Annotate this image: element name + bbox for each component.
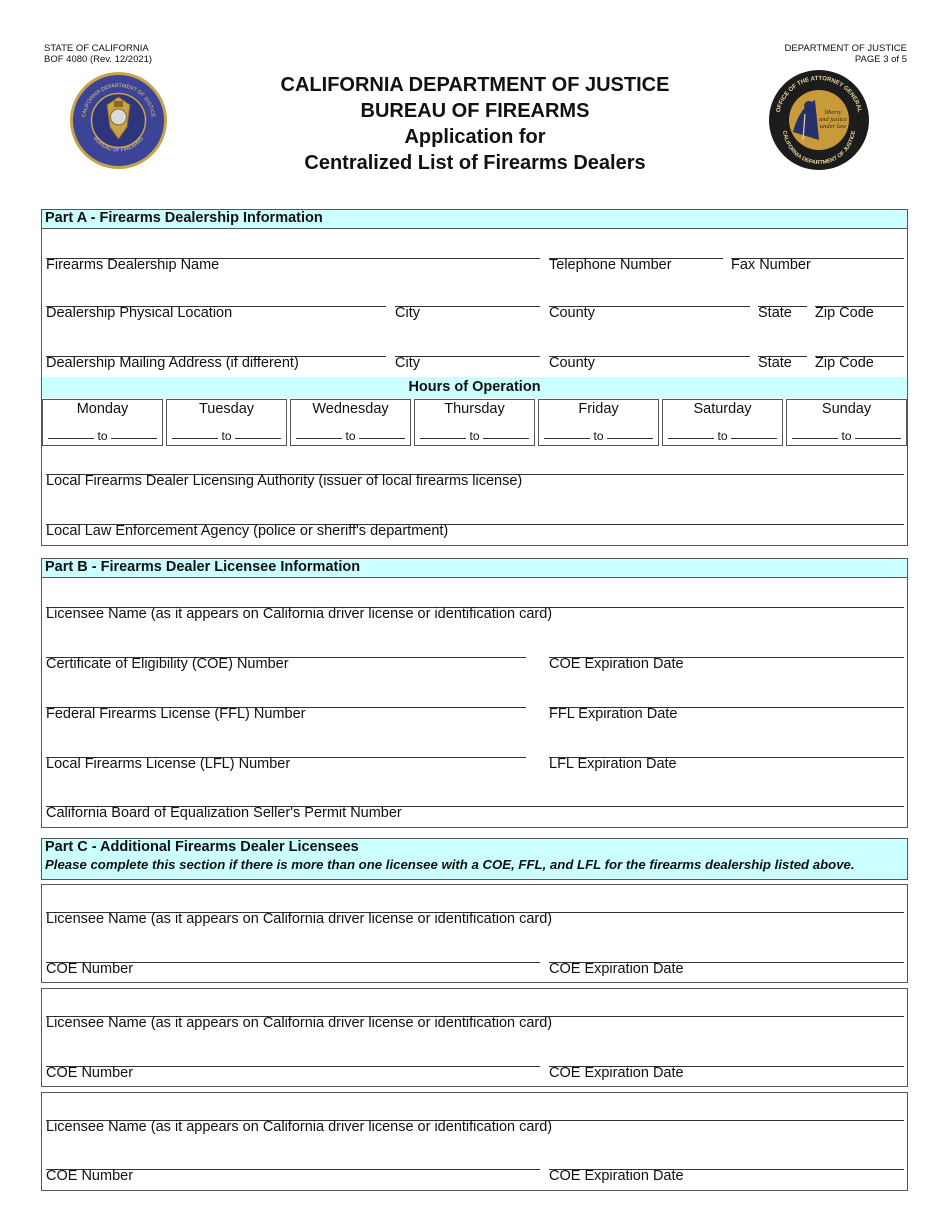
dealership-name-label: Firearms Dealership Name (46, 257, 220, 273)
thursday-open-input[interactable] (420, 436, 466, 439)
ffl-number-label: Federal Firearms License (FFL) Number (46, 706, 306, 722)
day-label: Saturday (693, 401, 752, 417)
physical-location-label: Dealership Physical Location (46, 305, 233, 321)
physical-state-label: State (758, 305, 792, 321)
part-c-heading: Part C - Additional Firearms Dealer Licensees (45, 839, 359, 855)
physical-city-label: City (395, 305, 420, 321)
title-line-4: Centralized List of Firearms Dealers (304, 152, 646, 174)
local-authority-label: Local Firearms Dealer Licensing Authority (issuer of local firearms license) (46, 473, 523, 489)
additional-licensee-block-1 (41, 884, 908, 983)
hours-heading: Hours of Operation (42, 377, 907, 398)
additional-licensee-2-name-label: Licensee Name (as it appears on California driver license or identification card) (46, 1015, 553, 1031)
day-label: Wednesday (312, 401, 389, 417)
to-label: to (345, 429, 356, 443)
mailing-city-label: City (395, 355, 420, 371)
form-id: BOF 4080 (Rev. 12/2021) (44, 54, 153, 65)
to-label: to (221, 429, 232, 443)
mailing-zip-label: Zip Code (815, 355, 874, 371)
title-line-1: CALIFORNIA DEPARTMENT OF JUSTICE (280, 74, 670, 96)
law-enforcement-label: Local Law Enforcement Agency (police or sheriff's department) (46, 523, 449, 539)
day-label: Friday (578, 401, 619, 417)
to-label: to (593, 429, 604, 443)
mailing-state-label: State (758, 355, 792, 371)
day-cell-sunday (786, 399, 907, 446)
attorney-general-seal (769, 70, 869, 170)
header-left (44, 43, 152, 65)
seal-left-text-top: CALIFORNIA DEPARTMENT OF JUSTICE (81, 82, 156, 118)
additional-licensee-1-coe-exp-label: COE Expiration Date (549, 961, 684, 977)
to-label: to (717, 429, 728, 443)
seal-left-text-bottom: BUREAU OF FIREARMS (91, 135, 146, 154)
to-label: to (97, 429, 108, 443)
additional-licensee-3-coe-exp-label: COE Expiration Date (549, 1168, 684, 1184)
wednesday-open-input[interactable] (296, 436, 342, 439)
sunday-open-input[interactable] (792, 436, 838, 439)
day-cell-thursday (414, 399, 535, 446)
saturday-close-input[interactable] (731, 436, 777, 439)
saturday-open-input[interactable] (668, 436, 714, 439)
state-label: STATE OF CALIFORNIA (44, 43, 149, 54)
monday-close-input[interactable] (111, 436, 157, 439)
fax-label: Fax Number (731, 257, 811, 273)
part-c-heading-box (41, 838, 908, 880)
tuesday-open-input[interactable] (172, 436, 218, 439)
day-label: Monday (76, 401, 129, 417)
tuesday-close-input[interactable] (235, 436, 281, 439)
additional-licensee-block-2 (41, 988, 908, 1087)
day-label: Tuesday (198, 401, 255, 417)
thursday-close-input[interactable] (483, 436, 529, 439)
part-a-heading: Part A - Firearms Dealership Information (42, 210, 907, 229)
physical-zip-label: Zip Code (815, 305, 874, 321)
day-label: Sunday (821, 401, 872, 417)
seal-right-text-bottom: CALIFORNIA DEPARTMENT OF JUSTICE (781, 130, 857, 167)
day-cell-wednesday (290, 399, 411, 446)
lfl-expiration-label: LFL Expiration Date (549, 756, 677, 772)
title-line-3: Application for (404, 126, 546, 148)
day-cell-monday (42, 399, 163, 446)
mailing-address-label: Dealership Mailing Address (if different) (46, 355, 299, 371)
day-cell-tuesday (166, 399, 287, 446)
licensee-name-label: Licensee Name (as it appears on California driver license or identification card) (46, 606, 553, 622)
wednesday-close-input[interactable] (359, 436, 405, 439)
day-cell-friday (538, 399, 659, 446)
coe-number-label: Certificate of Eligibility (COE) Number (46, 656, 289, 672)
to-label: to (469, 429, 480, 443)
part-c-instruction: Please complete this section if there is more than one licensee with a COE, FFL, and LFL for the firearms dealership listed above. (45, 857, 855, 872)
svg-text:and justice: and justice (818, 116, 848, 123)
lfl-number-label: Local Firearms License (LFL) Number (46, 756, 291, 772)
day-cell-saturday (662, 399, 783, 446)
additional-licensee-2-coe-exp-label: COE Expiration Date (549, 1065, 684, 1081)
additional-licensee-block-3 (41, 1092, 908, 1191)
seller-permit-label: California Board of Equalization Seller's Permit Number (46, 805, 402, 821)
svg-text:under law: under law (819, 123, 847, 130)
friday-open-input[interactable] (544, 436, 590, 439)
additional-licensee-2-coe-label: COE Number (46, 1065, 134, 1081)
additional-licensee-3-coe-label: COE Number (46, 1168, 134, 1184)
additional-licensee-3-name-label: Licensee Name (as it appears on California driver license or identification card) (46, 1119, 553, 1135)
telephone-label: Telephone Number (549, 257, 672, 273)
physical-county-label: County (549, 305, 595, 321)
to-label: to (841, 429, 852, 443)
title-line-2: BUREAU OF FIREARMS (360, 100, 590, 122)
additional-licensee-1-coe-label: COE Number (46, 961, 134, 977)
page-number: PAGE 3 of 5 (854, 54, 907, 65)
department-label: DEPARTMENT OF JUSTICE (784, 43, 907, 54)
svg-text:liberty: liberty (824, 109, 842, 116)
friday-close-input[interactable] (607, 436, 653, 439)
mailing-county-label: County (549, 355, 595, 371)
header-right (785, 43, 907, 65)
additional-licensee-1-name-label: Licensee Name (as it appears on California driver license or identification card) (46, 911, 553, 927)
day-label: Thursday (444, 401, 505, 417)
sunday-close-input[interactable] (855, 436, 901, 439)
part-b-box (41, 558, 908, 828)
part-b-heading: Part B - Firearms Dealer Licensee Information (42, 559, 907, 578)
monday-open-input[interactable] (48, 436, 94, 439)
coe-expiration-label: COE Expiration Date (549, 656, 684, 672)
ffl-expiration-label: FFL Expiration Date (549, 706, 678, 722)
seal-right-text-top: OFFICE OF THE ATTORNEY GENERAL (775, 75, 863, 114)
justice-seal-icon (769, 70, 869, 170)
